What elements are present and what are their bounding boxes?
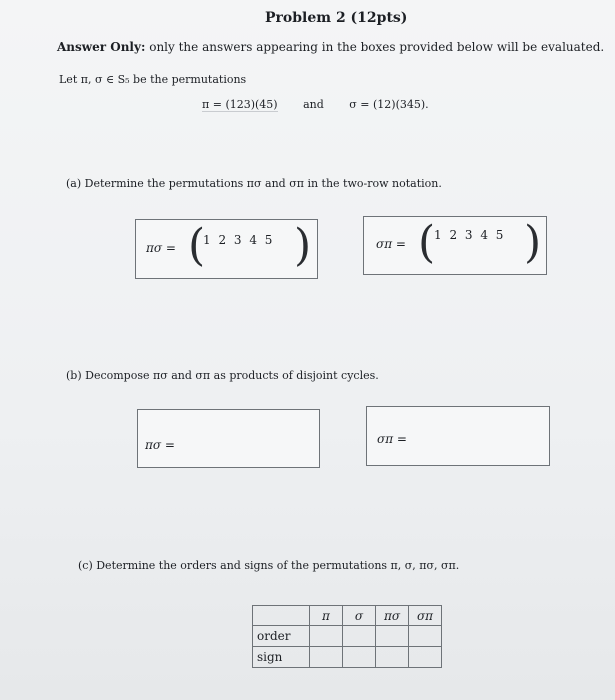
table-corner — [253, 606, 310, 626]
answer-box-b-sigmapi[interactable] — [366, 406, 550, 466]
pi-definition: π = (123)(45) — [202, 98, 278, 111]
sign-cell[interactable] — [376, 647, 409, 668]
table-header-row — [253, 606, 442, 626]
two-row-top: 1 2 3 4 5 — [434, 228, 506, 242]
sigmapi-label: σπ = — [377, 432, 407, 446]
pisigma-label: πσ = — [145, 438, 175, 452]
order-cell[interactable] — [376, 626, 409, 647]
part-c-prompt: (c) Determine the orders and signs of the permutations π, σ, πσ, σπ. — [78, 559, 460, 572]
right-paren: ) — [524, 217, 542, 268]
order-cell[interactable] — [409, 626, 442, 647]
answer-box-b-pisigma[interactable] — [137, 409, 320, 468]
answer-box-a-pisigma[interactable] — [135, 219, 318, 279]
row-label-sign: sign — [253, 647, 310, 668]
orders-signs-table — [252, 605, 442, 668]
right-paren: ) — [294, 220, 312, 271]
col-header: πσ — [376, 606, 409, 626]
answer-box-a-sigmapi[interactable] — [363, 216, 547, 275]
part-a-prompt: (a) Determine the permutations πσ and σπ in the two-row notation. — [66, 177, 442, 190]
problem-title: Problem 2 (12pts) — [265, 10, 408, 26]
and-word: and — [303, 98, 324, 111]
sign-cell[interactable] — [343, 647, 376, 668]
sign-cell[interactable] — [310, 647, 343, 668]
answer-only-text: only the answers appearing in the boxes provided below will be evaluated. — [145, 40, 605, 54]
answer-only-label: Answer Only: — [57, 40, 146, 54]
sign-cell[interactable] — [409, 647, 442, 668]
part-b-prompt: (b) Decompose πσ and σπ as products of disjoint cycles. — [66, 369, 379, 382]
row-label-order: order — [253, 626, 310, 647]
permutation-definitions — [202, 98, 429, 112]
order-cell[interactable] — [310, 626, 343, 647]
left-paren: ( — [418, 217, 436, 268]
answer-only-note — [57, 40, 604, 54]
table-row — [253, 626, 442, 647]
col-header: σπ — [409, 606, 442, 626]
left-paren: ( — [188, 220, 206, 271]
sigmapi-label: σπ = — [376, 237, 406, 251]
two-row-top: 1 2 3 4 5 — [203, 233, 275, 247]
table-row — [253, 647, 442, 668]
order-cell[interactable] — [343, 626, 376, 647]
sigma-definition: σ = (12)(345). — [349, 98, 429, 111]
col-header: σ — [343, 606, 376, 626]
col-header: π — [310, 606, 343, 626]
pisigma-label: πσ = — [146, 241, 176, 255]
let-statement: Let π, σ ∈ S₅ be the permutations — [59, 73, 247, 86]
